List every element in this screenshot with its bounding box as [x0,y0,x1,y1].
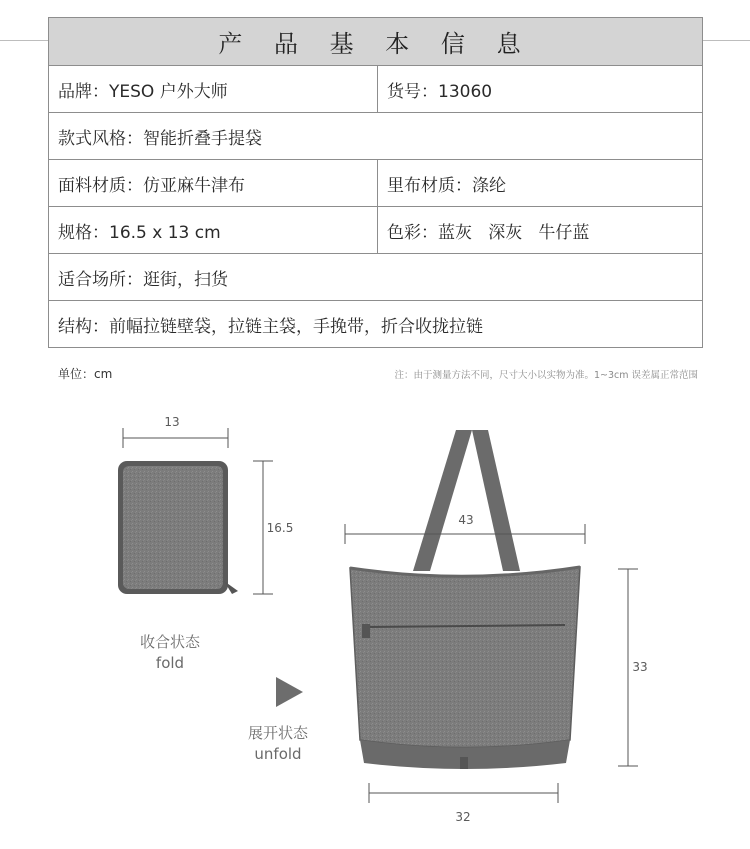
unfold-state-en: unfold [254,745,302,763]
spec-colors: 色彩：蓝灰 深灰 牛仔蓝 [378,207,703,254]
folded-width-label: 13 [164,415,180,429]
title-rule-left [0,40,48,41]
unfolded-tote-image [350,430,580,769]
product-figure [0,395,750,849]
spec-occasion: 适合场所：逛街，扫货 [49,254,703,301]
spec-lining: 里布材质：涤纶 [378,160,703,207]
spec-table [48,17,703,348]
fold-state-cn: 收合状态 [139,633,200,651]
spec-row [49,301,703,348]
fold-state-label [120,632,220,674]
spec-title-row [49,18,703,66]
arrow-icon [276,677,303,707]
unfolded-bottom-width-label: 32 [455,810,471,824]
unfolded-top-width-label: 43 [458,513,474,527]
spec-brand: 品牌：YESO 户外大师 [49,66,378,113]
spec-size: 规格：16.5 x 13 cm [49,207,378,254]
unfolded-top-width-dimension [345,524,585,544]
folded-height-label: 16.5 [266,521,294,535]
unit-label: 单位：cm [58,367,113,381]
fold-state-en: fold [155,654,185,672]
unfold-state-label [228,723,328,765]
spec-fabric: 面料材质：仿亚麻牛津布 [49,160,378,207]
spec-row [49,160,703,207]
measurement-note: 注：由于测量方法不同，尺寸大小以实物为准。1~3cm 误差属正常范围 [394,370,698,381]
spec-row [49,207,703,254]
spec-structure: 结构：前幅拉链壁袋，拉链主袋，手挽带，折合收拢拉链 [49,301,703,348]
unfolded-bottom-width-dimension [369,783,558,803]
spec-style: 款式风格：智能折叠手提袋 [49,113,703,160]
title-rule-right [702,40,750,41]
unfold-state-cn: 展开状态 [247,724,308,742]
folded-pouch-image [118,461,238,594]
spec-row [49,254,703,301]
spec-row [49,113,703,160]
folded-width-dimension [123,428,228,448]
spec-title: 产 品 基 本 信 息 [49,18,703,66]
spec-item-no: 货号：13060 [378,66,703,113]
spec-row [49,66,703,113]
unfolded-height-label: 33 [632,660,648,674]
